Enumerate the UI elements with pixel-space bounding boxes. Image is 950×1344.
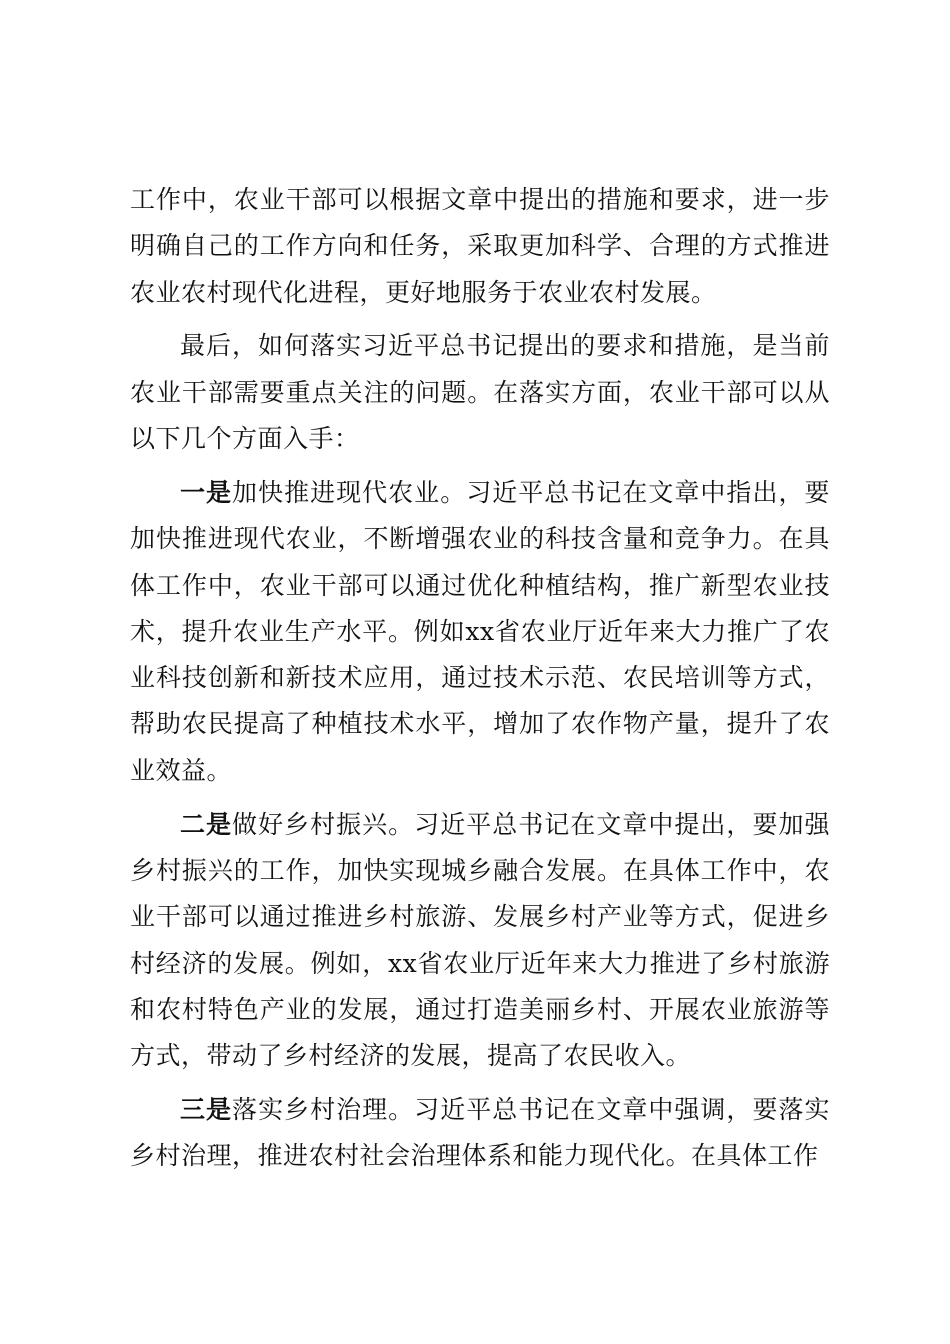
document-page	[130, 177, 830, 1187]
paragraph-lead-heading: 一是	[180, 477, 233, 507]
paragraph-point-three	[130, 1087, 830, 1180]
paragraph-continuation	[130, 177, 830, 316]
paragraph-point-two	[130, 802, 830, 1080]
paragraph-lead-heading: 三是	[180, 1095, 233, 1125]
paragraph-text: 工作中，农业干部可以根据文章中提出的措施和要求，进一步明确自己的工作方向和任务，采取更加科学、合理的方式推进农业农村现代化进程，更好地服务于农业农村发展。	[130, 185, 830, 307]
paragraph-text: 做好乡村振兴。习近平总书记在文章中提出，要加强乡村振兴的工作，加快实现城乡融合发展。在具体工作中，农业干部可以通过推进乡村旅游、发展乡村产业等方式，促进乡村经济的发展。例如，xx省农业厅近年来大力推进了乡村旅游和农村特色产业的发展，通过打造美丽乡村、开展农业旅游等方式，带动了乡村经济的发展，提高了农民收入。	[130, 809, 830, 1071]
paragraph-text: 加快推进现代农业。习近平总书记在文章中指出，要加快推进现代农业，不断增强农业的科技含量和竞争力。在具体工作中，农业干部可以通过优化种植结构，推广新型农业技术，提升农业生产水平。例如xx省农业厅近年来大力推广了农业科技创新和新技术应用，通过技术示范、农民培训等方式，帮助农民提高了种植技术水平，增加了农作物产量，提升了农业效益。	[130, 477, 830, 785]
paragraph-text: 落实乡村治理。习近平总书记在文章中强调，要落实乡村治理，推进农村社会治理体系和能力现代化。在具体工作	[130, 1095, 830, 1171]
paragraph-text: 最后，如何落实习近平总书记提出的要求和措施，是当前农业干部需要重点关注的问题。在落实方面，农业干部可以从以下几个方面入手：	[130, 331, 830, 454]
paragraph-lead-heading: 二是	[180, 809, 233, 839]
paragraph-point-one	[130, 470, 830, 794]
paragraph-implementation-intro	[130, 323, 830, 462]
